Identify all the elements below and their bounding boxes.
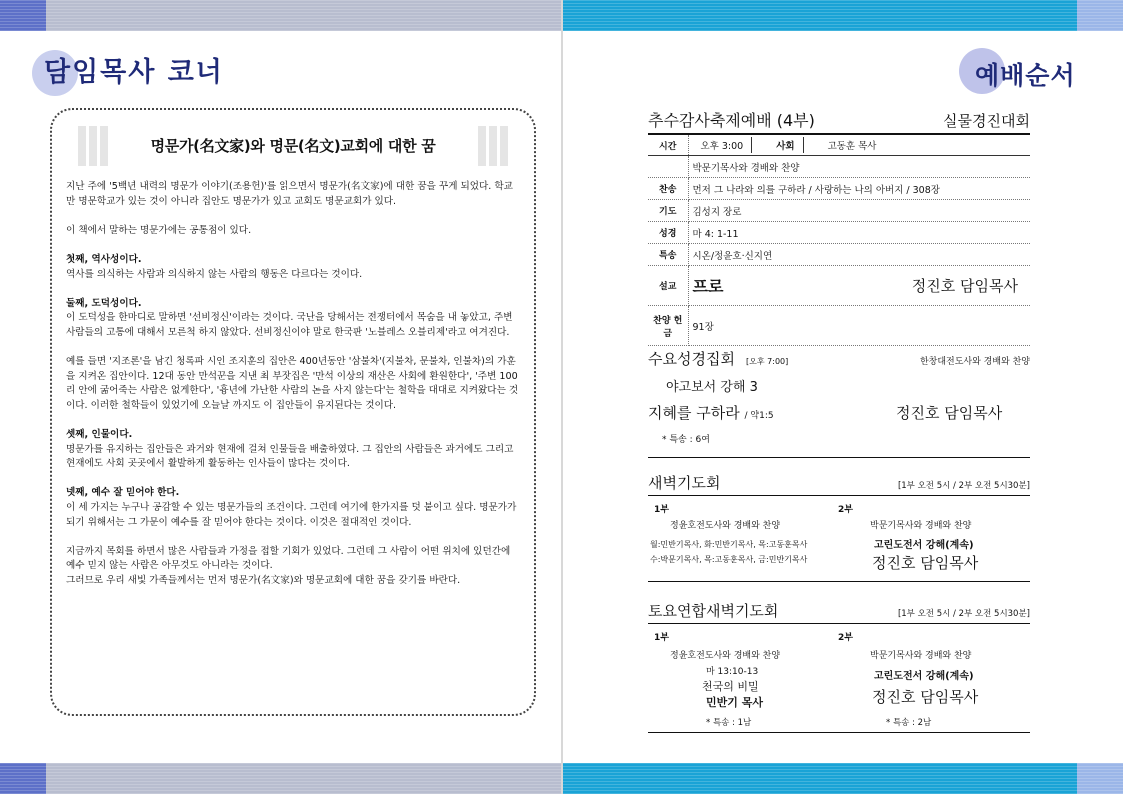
- order-row: [648, 156, 1030, 178]
- saturday-time: [1부 오전 5시 / 2부 오전 5시30분]: [897, 609, 1030, 619]
- essay-paragraph: 예를 들면 '지조론'을 남긴 청록파 시인 조지훈의 집안은 400년동안 '삼불차'(지불차, 문불차, 인불차)의 가훈을 지켜온 집안이다. 12대 동안 만석꾼을 지낸 최 부잣집은 '만석 이상의 재산은 사회에 환원한다', '주변 100리 안에 굶어죽는 사람은 없게한다', '흉년에 가난한 사람의 논을 사지 않는다'는 철학을 대대로 지켜왔다는 것이다. 이러한 철학들이 있었기에 오늘날 까지도 이 집안들이 유지된다는 것이다.: [66, 356, 519, 411]
- essay-paragraph: 이 세 가지는 누구나 공감할 수 있는 명문가들의 조건이다. 그런데 여기에 한가지를 덧 붙이고 싶다. 명문가가 되기 위해서는 그 가문이 예수를 잘 믿어야 한다는 것이다. 이것은 절대적인 것이다.: [66, 502, 517, 528]
- wednesday-series: 야고보서 강해 3: [666, 380, 758, 395]
- order-value: 먼저 그 나라와 의를 구하라 / 사랑하는 나의 아버지 / 308장: [688, 178, 1030, 200]
- sermon-preacher: 정진호 담임목사: [911, 277, 1018, 295]
- essay-body: [66, 180, 520, 589]
- order-row: [648, 178, 1030, 200]
- order-row: [648, 222, 1030, 244]
- dawn-p2-praise: 박문기목사와 경배와 찬양: [870, 521, 972, 531]
- leader-label: 사회: [776, 141, 795, 152]
- leader-value: 고동훈 목사: [827, 141, 877, 152]
- saturday-name: 토요연합새벽기도회: [648, 602, 779, 620]
- service-subtitle: 실물경진대회: [943, 112, 1030, 130]
- wednesday-section: [648, 348, 1030, 458]
- dawn-name: 새벽기도회: [648, 474, 721, 492]
- essay-box: [50, 108, 536, 716]
- saturday-p2-preacher: 정진호 담임목사: [872, 688, 979, 706]
- saturday-section: [648, 600, 1030, 733]
- service-title-row: [648, 108, 1030, 135]
- essay-title: 명문가(名文家)와 명문(名文)교회에 대한 꿈: [150, 136, 436, 155]
- sermon-title: 프로: [692, 277, 724, 296]
- bottom-band-left: [0, 763, 561, 794]
- sermon-row: [648, 266, 1030, 306]
- essay-paragraph: 지난 주에 '5백년 내력의 명문가 이야기(조용헌)'를 읽으면서 명문가(名文家)에 대한 꿈을 꾸게 되었다. 학교만 명문학교가 있는 것이 아니라 집안도 명문가가 있고 교회도 명문교회가 있다.: [66, 181, 513, 207]
- essay-heading: 첫째, 역사성이다.: [66, 253, 142, 265]
- wednesday-special: * 특송 : 6여: [662, 435, 710, 445]
- wednesday-preacher: 정진호 담임목사: [896, 404, 1003, 422]
- essay-paragraph: 이 책에서 말하는 명문가에는 공통점이 있다.: [66, 224, 252, 236]
- essay-header: [66, 120, 520, 170]
- essay-heading: 셋째, 인물이다.: [66, 429, 133, 441]
- time-label: 시간: [648, 135, 688, 156]
- order-label: 찬송: [648, 178, 688, 200]
- saturday-p1-title: 천국의 비밀: [702, 680, 759, 693]
- top-band-left: [0, 0, 561, 31]
- essay-paragraph: 그러므로 우리 새빛 가족들께서는 먼저 명문가(名文家)와 명문교회에 대한 꿈을 갖기를 바란다.: [66, 575, 461, 587]
- order-row: [648, 244, 1030, 266]
- header-bars-decoration: [478, 126, 508, 166]
- worship-order-title: 예배순서: [975, 61, 1076, 90]
- essay-heading: 넷째, 예수 잘 믿어야 한다.: [66, 487, 180, 499]
- bottom-band-right: [563, 763, 1123, 794]
- saturday-p1-preacher: 민반기 목사: [706, 696, 763, 709]
- dawn-p2-series: 고린도전서 강해(계속): [874, 540, 974, 551]
- order-value: 시온/정윤호·신지연: [688, 244, 1030, 266]
- saturday-p1-praise: 정윤호전도사와 경배와 찬양: [670, 651, 781, 661]
- time-row: [648, 135, 1030, 156]
- saturday-p1-special: * 특송 : 1남: [706, 718, 752, 728]
- essay-paragraph: 지금까지 목회를 하면서 많은 사람들과 가정을 접할 기회가 있었다. 그런데 그 사람이 어떤 위치에 있던간에 예수 믿지 않는 사람은 아무것도 아니라는 것이다.: [66, 545, 511, 572]
- service-order-table: [648, 135, 1030, 346]
- header-bars-decoration: [78, 126, 108, 166]
- order-label: 특송: [648, 244, 688, 266]
- saturday-p2-special: * 특송 : 2남: [886, 718, 932, 728]
- time-value: 오후 3:00: [700, 141, 744, 152]
- closing-row: [648, 306, 1030, 346]
- dawn-p1-line1: 월:민반기목사, 화:민반기목사, 목:고동훈목사: [650, 540, 808, 549]
- order-value: 박문기목사와 경배와 찬양: [688, 156, 1030, 178]
- closing-label: 찬양 헌금: [648, 306, 688, 346]
- wednesday-name: 수요성경집회: [648, 350, 735, 368]
- order-row: [648, 200, 1030, 222]
- saturday-p2-series: 고린도전서 강해(계속): [874, 671, 974, 682]
- order-label: 성경: [648, 222, 688, 244]
- dawn-p1-praise: 정윤호전도사와 경배와 찬양: [670, 521, 781, 531]
- service-title: 추수감사축제예배 (4부): [648, 111, 815, 130]
- saturday-p2-praise: 박문기목사와 경배와 찬양: [870, 651, 972, 661]
- worship-order-header: [959, 48, 1089, 94]
- essay-paragraph: 역사를 의식하는 사람과 의식하지 않는 사람의 행동은 다르다는 것이다.: [66, 268, 363, 280]
- dawn-section: [648, 472, 1030, 582]
- dawn-part2: 2부: [838, 505, 853, 515]
- dawn-p2-preacher: 정진호 담임목사: [872, 554, 979, 572]
- sermon-label: 설교: [648, 266, 688, 306]
- dawn-time: [1부 오전 5시 / 2부 오전 5시30분]: [897, 481, 1030, 491]
- dawn-part1: 1부: [654, 505, 669, 515]
- essay-paragraph: 이 도덕성을 한마디로 말하면 '선비정신'이라는 것이다. 국난을 당해서는 전쟁터에서 목숨을 내 놓았고, 주변 사람들의 고통에 대해서 모른척 하지 않았다. 선비정신이야 말로 한국판 '노블레스 오블리제'라고 여겨진다.: [66, 312, 513, 338]
- wednesday-praise: 한창대전도사와 경배와 찬양: [919, 357, 1030, 367]
- wednesday-ref: / 약1:5: [744, 411, 774, 421]
- wednesday-time: [오후 7:00]: [746, 357, 789, 366]
- pastor-corner-header: [32, 50, 224, 89]
- closing-value: 91장: [688, 306, 1030, 346]
- order-label: [648, 156, 688, 178]
- saturday-part2: 2부: [838, 633, 853, 643]
- pastor-corner-title: 담임목사 코너: [44, 57, 224, 88]
- saturday-p1-ref: 마 13:10-13: [706, 667, 759, 677]
- essay-heading: 둘째, 도덕성이다.: [66, 297, 142, 309]
- top-band-right: [563, 0, 1123, 31]
- order-value: 마 4: 1-11: [688, 222, 1030, 244]
- dawn-p1-line2: 수:박문기목사, 목:고동훈목사, 금:민반기목사: [650, 555, 808, 564]
- order-label: 기도: [648, 200, 688, 222]
- service-order: [648, 108, 1030, 346]
- page-divider: [561, 0, 563, 794]
- essay-paragraph: 명문가를 유지하는 집안들은 과거와 현재에 걸쳐 인물들을 배출하였다. 그 집안의 사람들은 과거에도 그리고 현재에도 사회 곳곳에서 활발하게 활동하는 인사들이 많다는 것이다.: [66, 443, 514, 470]
- wednesday-title: 지혜를 구하라: [648, 404, 740, 422]
- saturday-part1: 1부: [654, 633, 669, 643]
- order-value: 김성지 장로: [688, 200, 1030, 222]
